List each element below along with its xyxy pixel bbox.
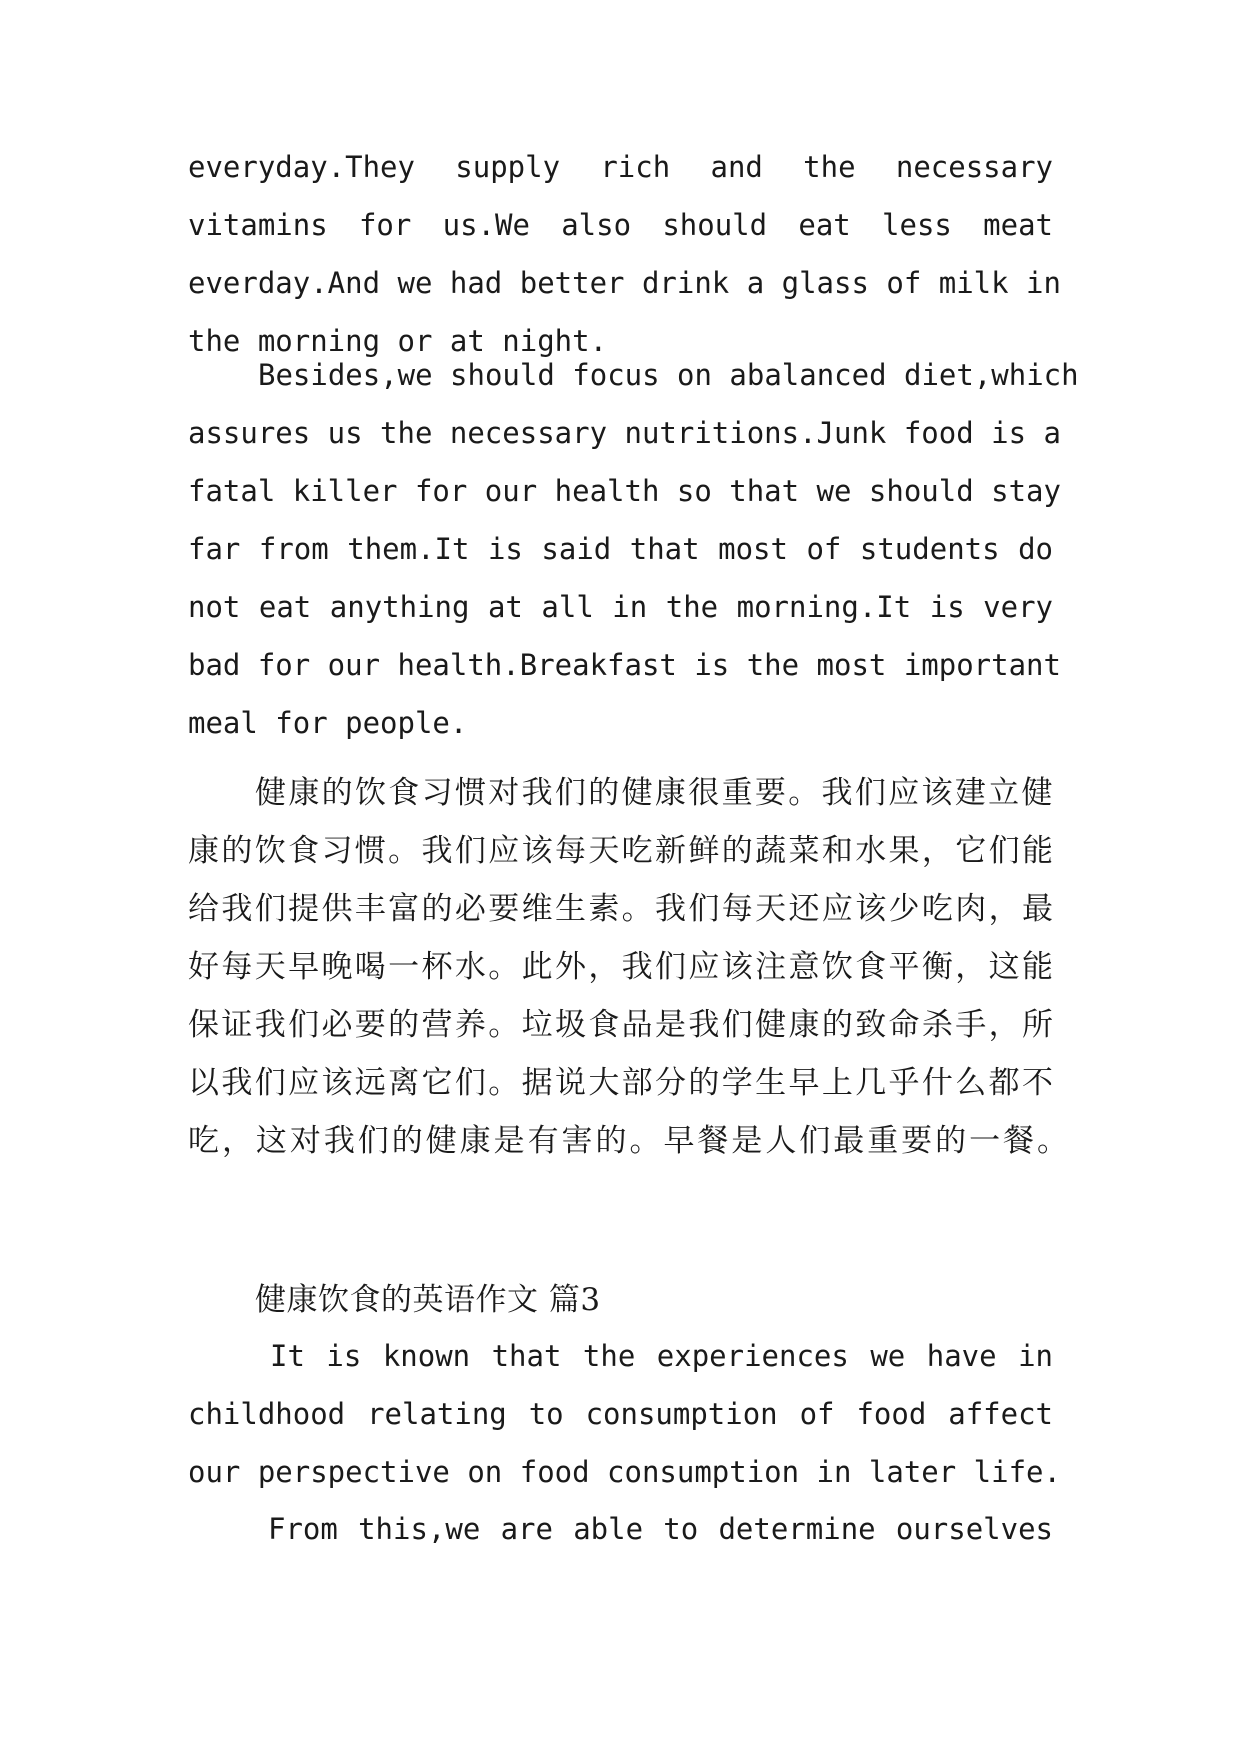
paragraph-line: fatal killer for our health so that we should stay bbox=[188, 474, 1061, 508]
paragraph-line: bad for our health.Breakfast is the most important bbox=[188, 648, 1061, 682]
paragraph-line: From this,we are able to determine ourselves bbox=[268, 1512, 1053, 1546]
paragraph-line: everyday.They supply rich and the necessary bbox=[188, 150, 1053, 184]
paragraph-line: the morning or at night. bbox=[188, 324, 608, 358]
paragraph-4 bbox=[188, 1500, 1053, 1558]
chinese-line: 以我们应该远离它们。据说大部分的学生早上几乎什么都不 bbox=[188, 1065, 1053, 1101]
paragraph-line: vitamins for us.We also should eat less meat bbox=[188, 208, 1053, 242]
paragraph-1 bbox=[188, 138, 1061, 370]
paragraph-line: not eat anything at all in the morning.It is very bbox=[188, 590, 1053, 624]
paragraph-line: far from them.It is said that most of students do bbox=[188, 532, 1053, 566]
chinese-paragraph bbox=[188, 764, 1068, 1170]
paragraph-line: everday.And we had better drink a glass of milk in bbox=[188, 266, 1061, 300]
chinese-line: 吃，这对我们的健康是有害的。早餐是人们最重要的一餐。 bbox=[188, 1123, 1068, 1159]
chinese-line: 保证我们必要的营养。垃圾食品是我们健康的致命杀手，所 bbox=[188, 1007, 1053, 1043]
paragraph-2 bbox=[188, 346, 1079, 752]
paragraph-3 bbox=[188, 1327, 1061, 1501]
section-heading: 健康饮食的英语作文 篇3 bbox=[255, 1282, 601, 1318]
chinese-line: 好每天早晚喝一杯水。此外，我们应该注意饮食平衡，这能 bbox=[188, 949, 1053, 985]
paragraph-line: our perspective on food consumption in later life. bbox=[188, 1455, 1061, 1489]
paragraph-line: meal for people. bbox=[188, 706, 468, 740]
chinese-line: 康的饮食习惯。我们应该每天吃新鲜的蔬菜和水果，它们能 bbox=[188, 833, 1053, 869]
chinese-line: 健康的饮食习惯对我们的健康很重要。我们应该建立健 bbox=[255, 775, 1053, 811]
paragraph-line: Besides,we should focus on abalanced diet,which bbox=[258, 358, 1079, 392]
chinese-line: 给我们提供丰富的必要维生素。我们每天还应该少吃肉，最 bbox=[188, 891, 1053, 927]
paragraph-line: It is known that the experiences we have in bbox=[270, 1339, 1053, 1373]
paragraph-line: assures us the necessary nutritions.Junk food is a bbox=[188, 416, 1061, 450]
paragraph-line: childhood relating to consumption of food affect bbox=[188, 1397, 1053, 1431]
section-heading-block bbox=[255, 1271, 855, 1329]
